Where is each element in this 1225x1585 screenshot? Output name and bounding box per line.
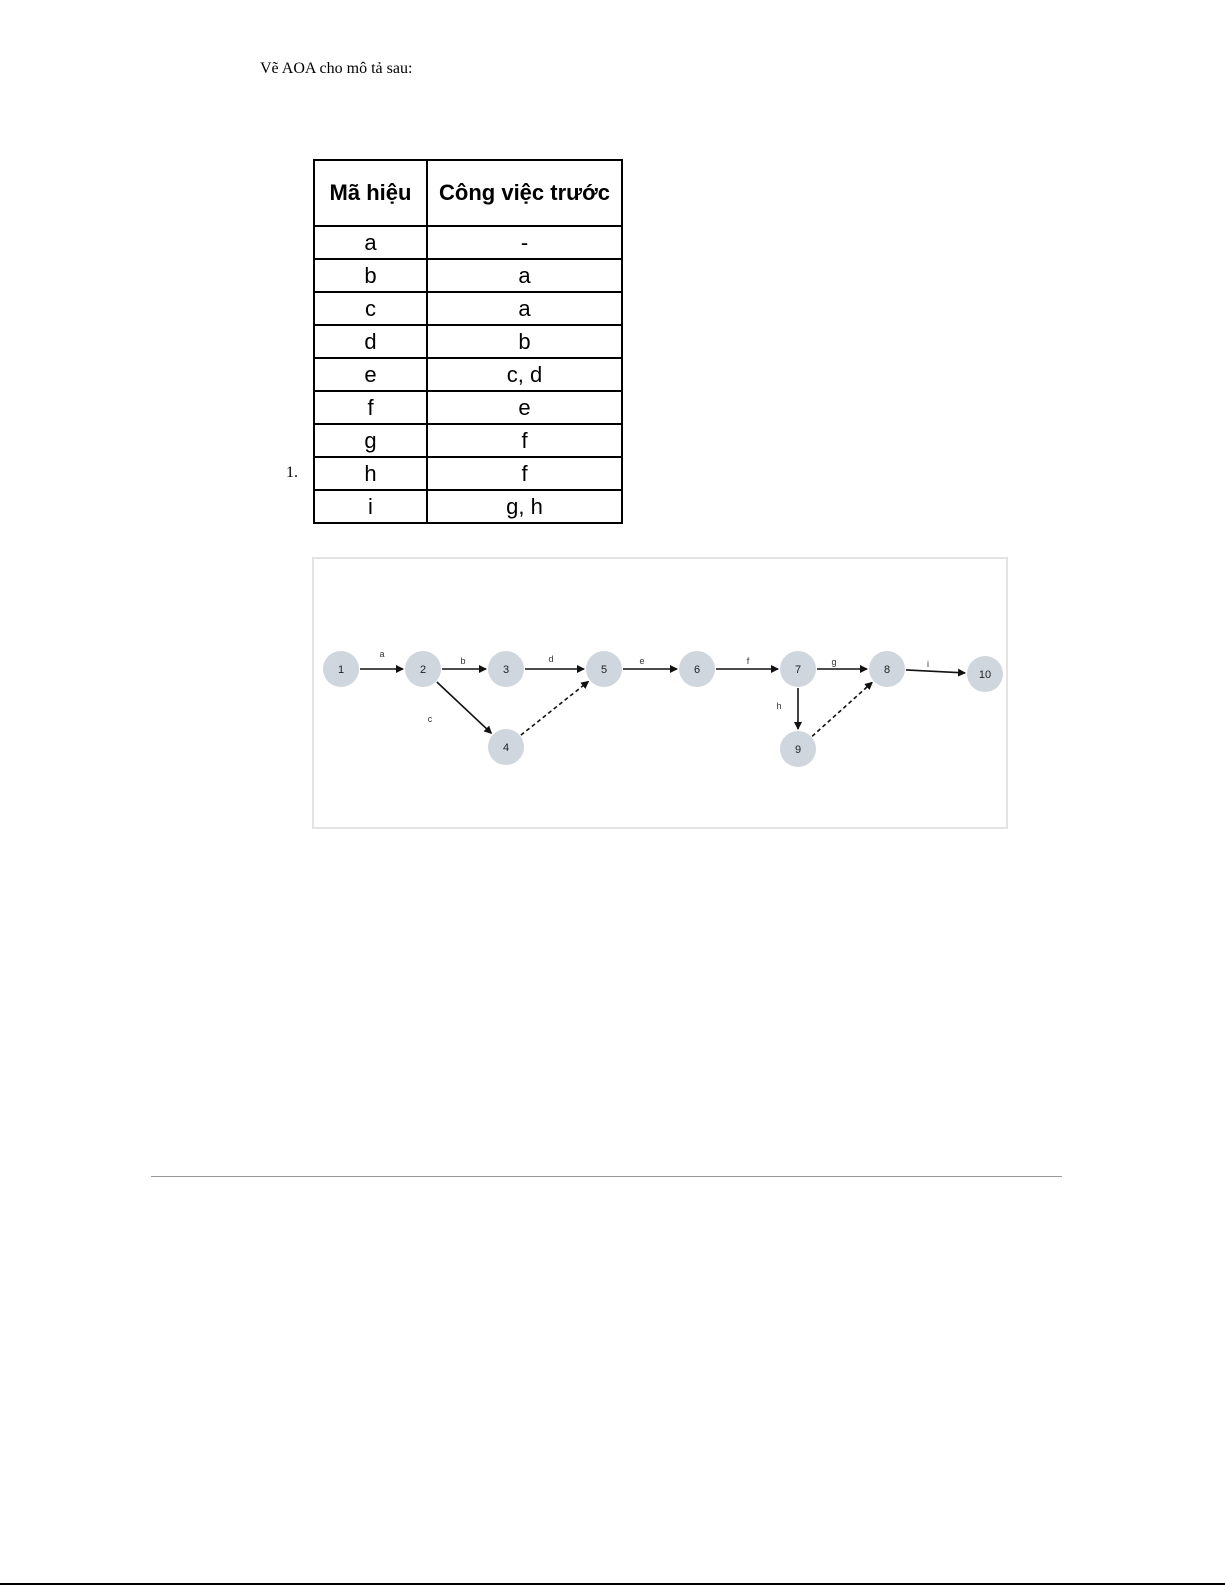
- cell-predecessor: c, d: [427, 358, 622, 391]
- node-label-2: 2: [419, 664, 427, 676]
- table-row: [314, 358, 622, 391]
- header-predecessor: Công việc trước: [427, 160, 622, 226]
- node-label-8: 8: [883, 664, 891, 676]
- edge-label-f: f: [746, 656, 750, 666]
- node-label-4: 4: [502, 742, 510, 754]
- cell-code: g: [314, 424, 427, 457]
- node-label-1: 1: [337, 664, 345, 676]
- edge-n9-n8-dummy: [812, 682, 872, 736]
- cell-predecessor: f: [427, 424, 622, 457]
- cell-code: e: [314, 358, 427, 391]
- cell-predecessor: a: [427, 292, 622, 325]
- list-number: 1.: [286, 464, 298, 481]
- edge-n2-n4: [437, 682, 492, 733]
- node-label-9: 9: [794, 744, 802, 756]
- edge-label-b: b: [460, 656, 466, 666]
- cell-predecessor: g, h: [427, 490, 622, 523]
- cell-predecessor: f: [427, 457, 622, 490]
- node-label-7: 7: [794, 664, 802, 676]
- aoa-network-svg: [314, 559, 1006, 827]
- cell-predecessor: e: [427, 391, 622, 424]
- edge-label-i: i: [927, 659, 929, 669]
- cell-code: h: [314, 457, 427, 490]
- table-row: [314, 259, 622, 292]
- table-row: [314, 457, 622, 490]
- cell-code: a: [314, 226, 427, 259]
- cell-code: b: [314, 259, 427, 292]
- cell-code: f: [314, 391, 427, 424]
- edge-label-e: e: [639, 656, 645, 666]
- node-label-5: 5: [600, 664, 608, 676]
- edge-n4-n5-dummy: [521, 681, 588, 735]
- table-header-row: [314, 160, 622, 226]
- table-row: [314, 391, 622, 424]
- table-row: [314, 292, 622, 325]
- horizontal-rule: [151, 1176, 1062, 1177]
- cell-code: c: [314, 292, 427, 325]
- edge-label-a: a: [379, 649, 385, 659]
- table-row: [314, 226, 622, 259]
- edge-label-d: d: [548, 654, 554, 664]
- intro-text: Vẽ AOA cho mô tả sau:: [260, 60, 413, 77]
- cell-code: d: [314, 325, 427, 358]
- aoa-diagram: [312, 557, 1008, 829]
- edge-n8-n10: [906, 670, 965, 673]
- node-label-10: 10: [978, 669, 992, 681]
- cell-predecessor: b: [427, 325, 622, 358]
- cell-code: i: [314, 490, 427, 523]
- cell-predecessor: -: [427, 226, 622, 259]
- cell-predecessor: a: [427, 259, 622, 292]
- edge-label-g: g: [831, 657, 837, 667]
- table-row: [314, 490, 622, 523]
- edge-label-h: h: [776, 701, 782, 711]
- edge-label-c: c: [427, 714, 433, 724]
- table-row: [314, 424, 622, 457]
- header-code: Mã hiệu: [314, 160, 427, 226]
- node-label-3: 3: [502, 664, 510, 676]
- predecessor-table: [313, 159, 623, 524]
- node-label-6: 6: [693, 664, 701, 676]
- table-row: [314, 325, 622, 358]
